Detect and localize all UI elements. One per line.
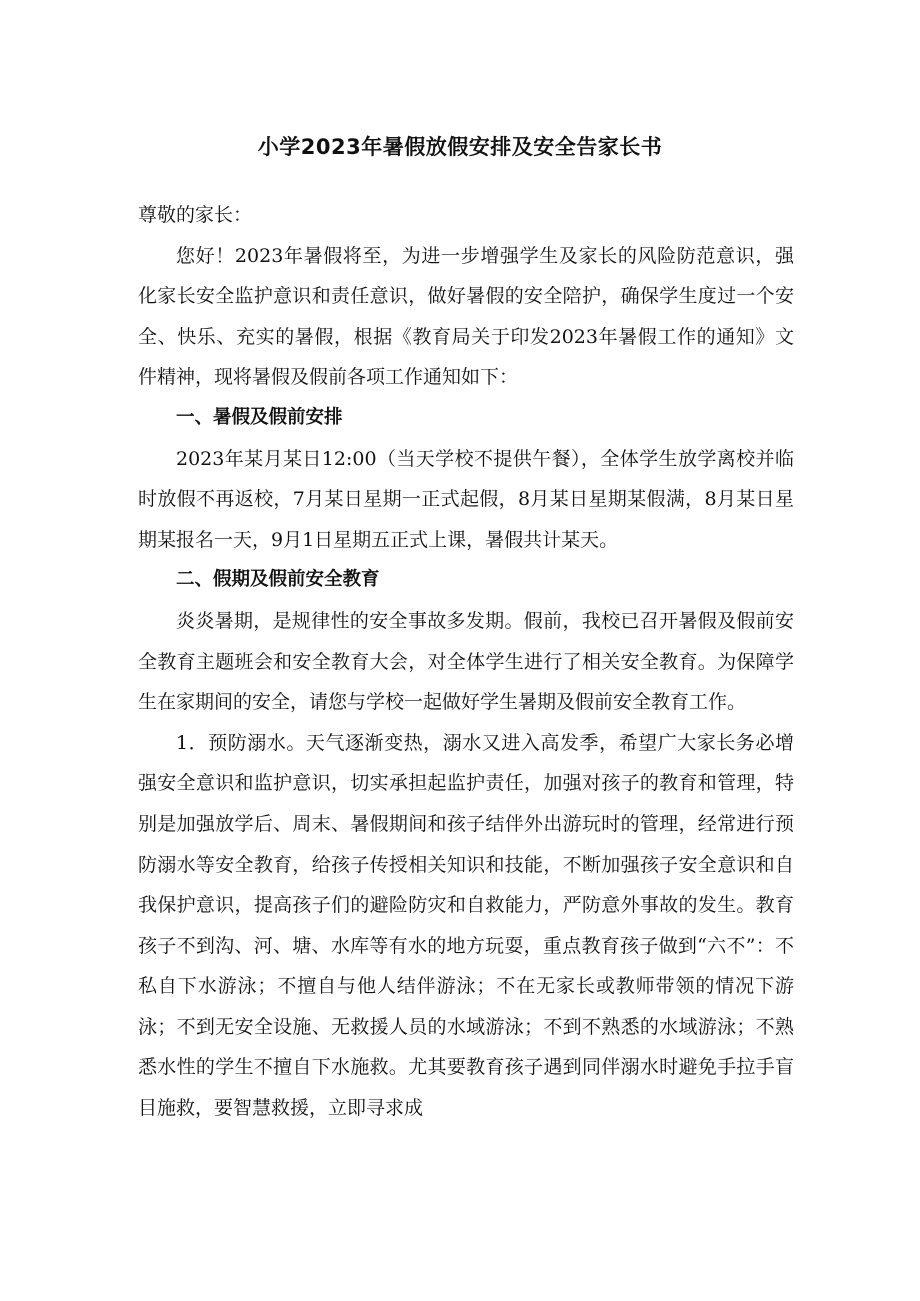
salutation: 尊敬的家长： bbox=[138, 204, 253, 226]
intro-paragraph: 您好！2023年暑假将至，为进一步增强学生及家长的风险防范意识，强化家长安全监护意识和责任意识，做好暑假的安全陪护，确保学生度过一个安全、快乐、充实的暑假，根据《教育局关于印发2023年暑假工作的通知》文件精神，现将暑假及假前各项工作通知如下： bbox=[138, 244, 794, 389]
document-body bbox=[138, 195, 794, 1129]
section-1-paragraph: 2023年某月某日12:00（当天学校不提供午餐），全体学生放学离校并临时放假不再返校，7月某日星期一正式起假，8月某日星期某假满，8月某日星期某报名一天，9月1日星期五正式上课，暑假共计某天。 bbox=[138, 447, 794, 551]
section-2-paragraph: 炎炎暑期，是规律性的安全事故多发期。假前，我校已召开暑假及假前安全教育主题班会和安全教育大会，对全体学生进行了相关安全教育。为保障学生在家期间的安全，请您与学校一起做好学生暑期及假前安全教育工作。 bbox=[138, 609, 794, 714]
section-2-heading: 二、假期及假前安全教育 bbox=[176, 569, 380, 591]
section-1-heading: 一、暑假及假前安排 bbox=[176, 406, 343, 428]
document-title: 小学2023年暑假放假安排及安全告家长书 bbox=[257, 135, 663, 159]
item-1-paragraph: 1．预防溺水。天气逐渐变热，溺水又进入高发季，希望广大家长务必增强安全意识和监护意识，切实承担起监护责任，加强对孩子的教育和管理，特别是加强放学后、周末、暑假期间和孩子结伴外出游玩时的管理，经常进行预防溺水等安全教育，给孩子传授相关知识和技能，不断加强孩子安全意识和自我保护意识，提高孩子们的避险防灾和自救能力，严防意外事故的发生。教育孩子不到沟、河、塘、水库等有水的地方玩耍，重点教育孩子做到“六不”：不私自下水游泳；不擅自与他人结伴游泳；不在无家长或教师带领的情况下游泳；不到无安全设施、无救援人员的水域游泳；不到不熟悉的水域游泳；不熟悉水性的学生不擅自下水施救。尤其要教育孩子遇到同伴溺水时避免手拉手盲目施救，要智慧救援，立即寻求成 bbox=[138, 731, 794, 1120]
